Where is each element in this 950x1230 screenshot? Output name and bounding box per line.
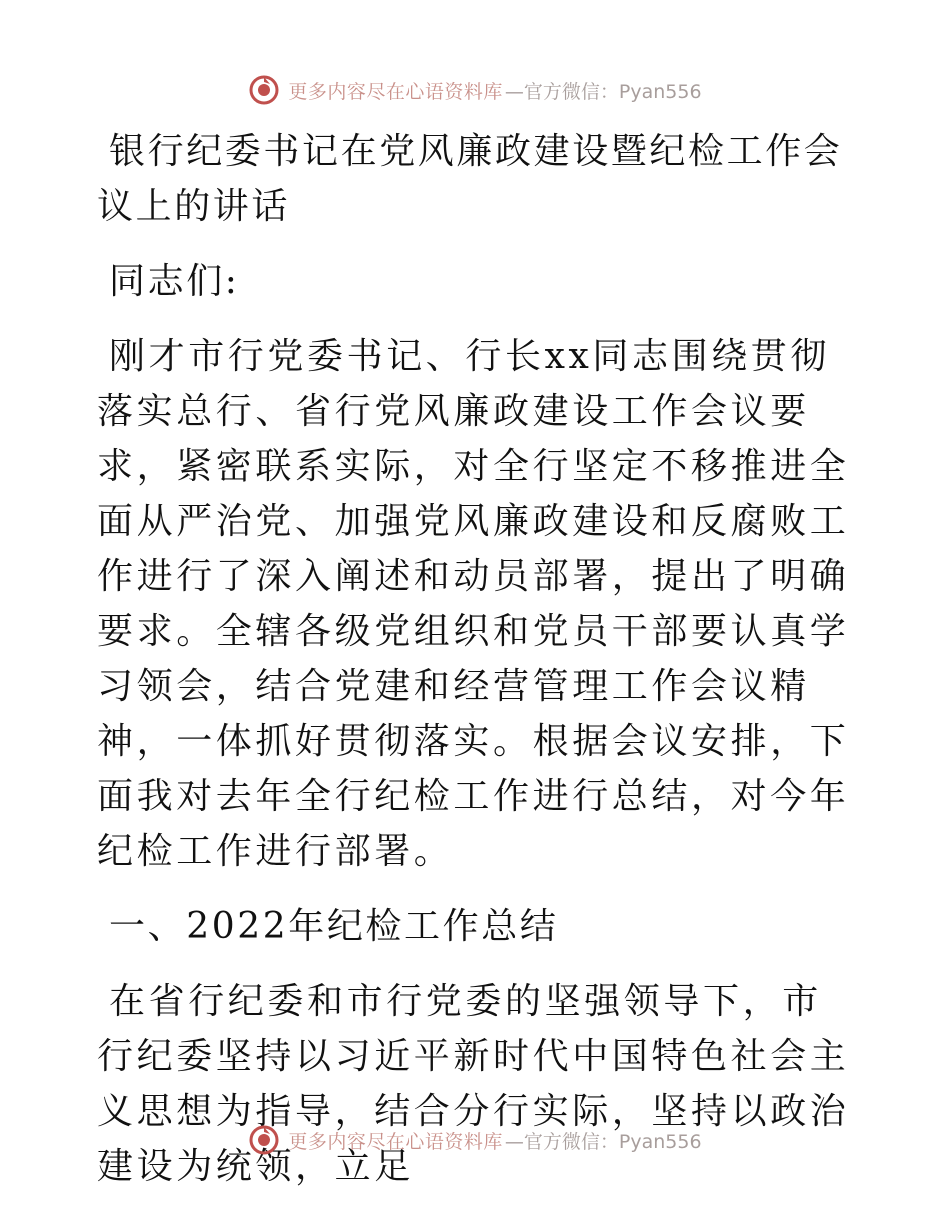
logo-icon — [248, 74, 280, 106]
logo-icon — [248, 1124, 280, 1156]
watermark-contact: —官方微信：Pyan556 — [504, 80, 702, 103]
document-title: 银行纪委书记在党风廉政建设暨纪检工作会议上的讲话 — [97, 131, 843, 227]
watermark-text: 更多内容尽在心语资料库 — [288, 80, 503, 103]
document-body — [97, 124, 857, 1194]
header-watermark — [0, 70, 950, 110]
footer-watermark — [0, 1120, 950, 1160]
greeting: 同志们: — [109, 261, 240, 302]
watermark-contact: —官方微信：Pyan556 — [504, 1130, 702, 1153]
section-heading: 一、2022年纪检工作总结 — [109, 906, 559, 947]
watermark-text: 更多内容尽在心语资料库 — [288, 1130, 503, 1153]
paragraph-summary: 在省行纪委和市行党委的坚强领导下，市行纪委坚持以习近平新时代中国特色社会主义思想为指导，结合分行实际，坚持以政治建设为统领，立足 — [97, 981, 850, 1187]
paragraph-intro: 刚才市行党委书记、行长xx同志围绕贯彻落实总行、省行党风廉政建设工作会议要求，紧密联系实际，对全行坚定不移推进全面从严治党、加强党风廉政建设和反腐败工作进行了深入阐述和动员部署，提出了明确要求。全辖各级党组织和党员干部要认真学习领会，结合党建和经营管理工作会议精神，一体抓好贯彻落实。根据会议安排，下面我对去年全行纪检工作进行总结，对今年纪检工作进行部署。 — [97, 336, 850, 872]
